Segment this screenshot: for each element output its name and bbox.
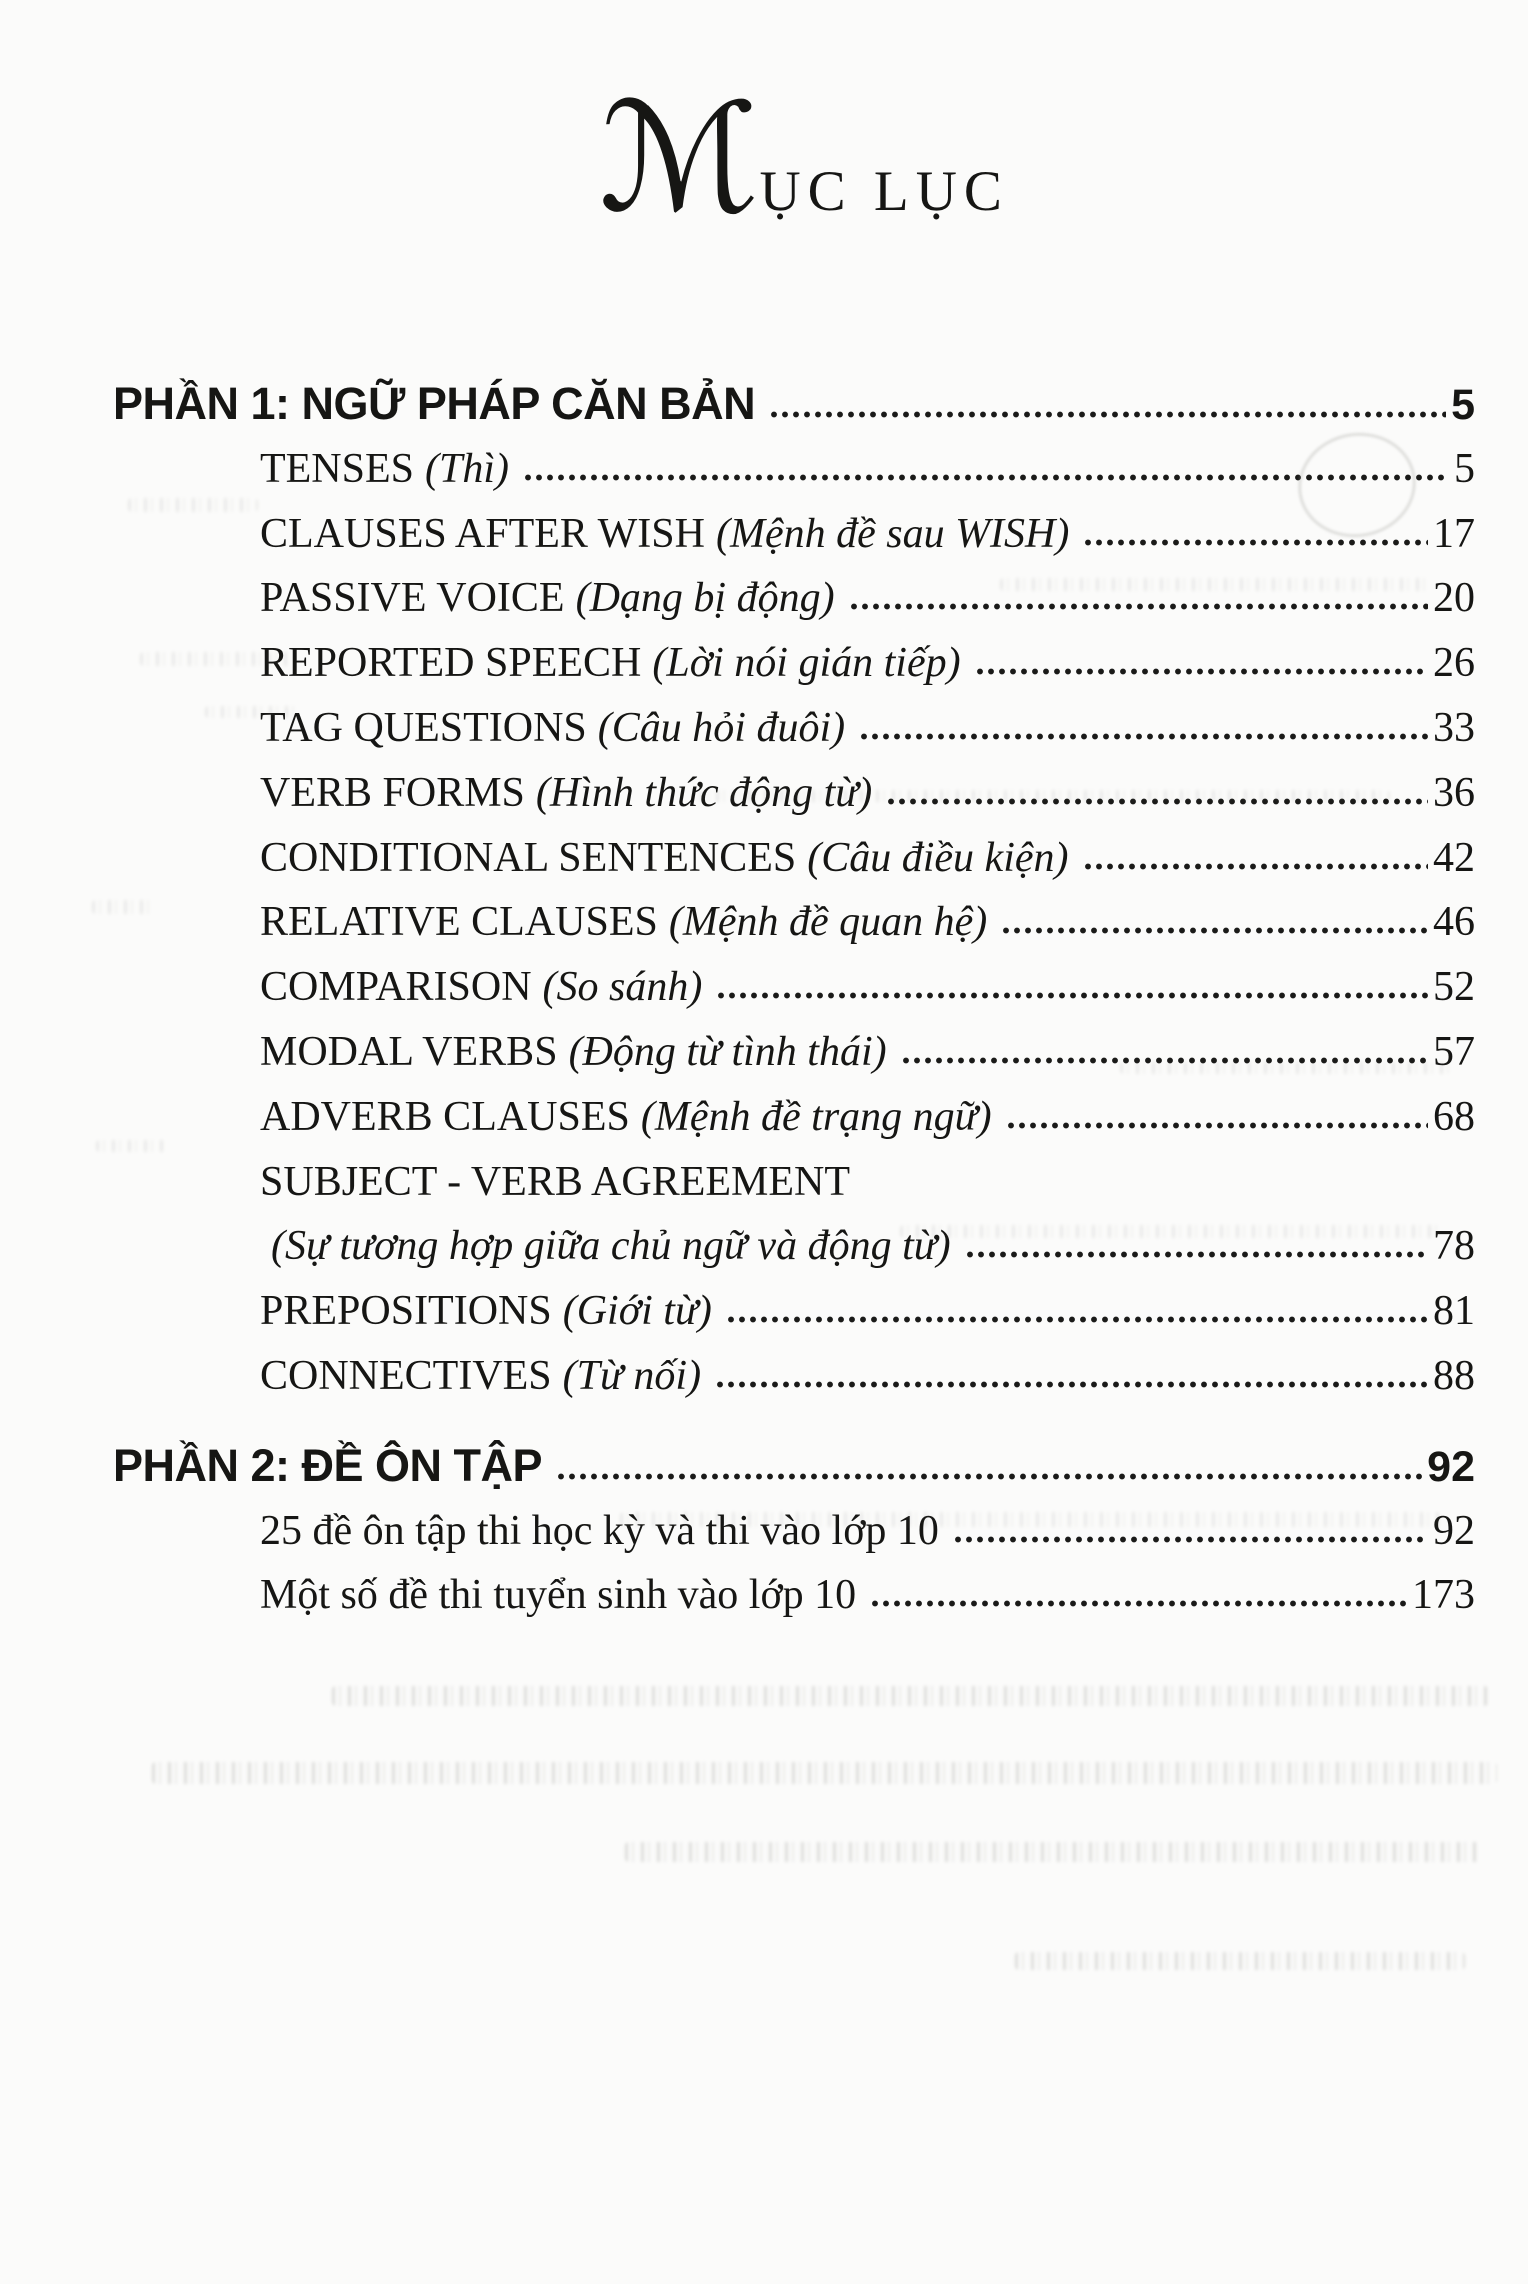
toc-page-number: 68 [1433, 1093, 1475, 1140]
toc-caption: (Câu điều kiện) [807, 834, 1069, 881]
toc-label: MODAL VERBS [260, 1028, 558, 1075]
toc-page-number: 36 [1433, 769, 1475, 816]
title-text: ỤC LỤC [759, 160, 1009, 223]
leader-dots [965, 1250, 1428, 1259]
toc-row [113, 1214, 1475, 1279]
table-of-contents [113, 372, 1475, 1628]
toc-page-number: 173 [1412, 1572, 1475, 1619]
toc-label: COMPARISON [260, 964, 532, 1011]
toc-caption: (So sánh) [542, 964, 703, 1011]
toc-caption: (Dạng bị động) [575, 575, 835, 622]
toc-row [113, 372, 1475, 437]
toc-page-number: 78 [1433, 1223, 1475, 1270]
toc-page-number: 46 [1433, 899, 1475, 946]
toc-row [113, 761, 1475, 826]
toc-page-number: 52 [1433, 964, 1475, 1011]
leader-dots [849, 602, 1428, 611]
leader-dots [556, 1472, 1422, 1481]
toc-row [113, 1085, 1475, 1150]
toc-caption: (Hình thức động từ) [535, 769, 873, 816]
toc-row [113, 1344, 1475, 1409]
toc-label: SUBJECT - VERB AGREEMENT [260, 1158, 851, 1205]
toc-page-number: 20 [1433, 575, 1475, 622]
leader-dots [769, 410, 1446, 419]
toc-label: CLAUSES AFTER WISH [260, 510, 705, 557]
toc-row [113, 890, 1475, 955]
toc-row [113, 1499, 1475, 1564]
toc-row [113, 955, 1475, 1020]
toc-page-number: 17 [1433, 510, 1475, 557]
toc-caption: (Giới từ) [562, 1288, 712, 1335]
leader-dots [886, 797, 1428, 806]
toc-caption: (Sự tương hợp giữa chủ ngữ và động từ) [271, 1223, 951, 1270]
toc-caption: (Mệnh đề trạng ngữ) [640, 1093, 992, 1140]
leader-dots [901, 1056, 1428, 1065]
toc-row [113, 826, 1475, 891]
toc-page-number: 57 [1433, 1028, 1475, 1075]
leader-dots [716, 991, 1428, 1000]
bleedthrough-artifact [1015, 1952, 1465, 1970]
toc-caption: (Thì) [425, 445, 510, 492]
leader-dots [1083, 538, 1428, 547]
toc-caption: (Mệnh đề quan hệ) [668, 899, 988, 946]
toc-caption: (Từ nối) [562, 1352, 702, 1399]
toc-label: RELATIVE CLAUSES [260, 899, 658, 946]
toc-label: Một số đề thi tuyển sinh vào lớp 10 [260, 1572, 857, 1619]
toc-label: PHẦN 2: ĐỀ ÔN TẬP [113, 1439, 543, 1491]
toc-page-number: 42 [1433, 834, 1475, 881]
toc-page-number: 81 [1433, 1288, 1475, 1335]
leader-dots [1083, 862, 1429, 871]
toc-label: PASSIVE VOICE [260, 575, 565, 622]
toc-row [113, 1563, 1475, 1628]
toc-label: 25 đề ôn tập thi học kỳ và thi vào lớp 10 [260, 1507, 939, 1554]
title-script-initial: ℳ [599, 72, 756, 246]
bleedthrough-artifact [152, 1762, 1497, 1784]
toc-caption: (Lời nói gián tiếp) [652, 640, 961, 687]
bleedthrough-artifact [625, 1842, 1480, 1862]
leader-dots [726, 1315, 1428, 1324]
toc-label: TAG QUESTIONS [260, 704, 587, 751]
toc-label: CONDITIONAL SENTENCES [260, 834, 797, 881]
toc-row [113, 1020, 1475, 1085]
toc-row [113, 696, 1475, 761]
toc-row [113, 1434, 1475, 1499]
toc-row [113, 502, 1475, 567]
toc-caption: (Câu hỏi đuôi) [597, 704, 846, 751]
toc-page-number: 92 [1427, 1442, 1475, 1491]
leader-dots [715, 1380, 1428, 1389]
leader-dots [1006, 1121, 1428, 1130]
toc-row [113, 1150, 1475, 1215]
toc-label: VERB FORMS [260, 769, 525, 816]
toc-page-number: 33 [1433, 704, 1475, 751]
toc-page-number: 26 [1433, 640, 1475, 687]
toc-page-number: 88 [1433, 1352, 1475, 1399]
toc-label: REPORTED SPEECH [260, 640, 642, 687]
toc-label: TENSES [260, 445, 415, 492]
leader-dots [1001, 926, 1428, 935]
toc-caption: (Mệnh đề sau WISH) [715, 510, 1070, 557]
leader-dots [870, 1599, 1407, 1608]
leader-dots [859, 732, 1428, 741]
leader-dots [953, 1535, 1428, 1544]
toc-page-number: 5 [1451, 381, 1475, 429]
toc-row [113, 566, 1475, 631]
leader-dots [523, 473, 1449, 482]
toc-label: PREPOSITIONS [260, 1288, 552, 1335]
toc-row [113, 631, 1475, 696]
toc-page-number: 92 [1433, 1507, 1475, 1554]
toc-label: ADVERB CLAUSES [260, 1093, 630, 1140]
leader-dots [975, 667, 1428, 676]
bleedthrough-artifact [332, 1686, 1488, 1706]
toc-page-number: 5 [1454, 445, 1475, 492]
toc-label: CONNECTIVES [260, 1352, 552, 1399]
toc-caption: (Động từ tình thái) [568, 1028, 887, 1075]
toc-label: PHẦN 1: NGỮ PHÁP CĂN BẢN [113, 378, 756, 429]
page-title [599, 72, 1009, 246]
toc-row [113, 437, 1475, 502]
toc-row [113, 1279, 1475, 1344]
